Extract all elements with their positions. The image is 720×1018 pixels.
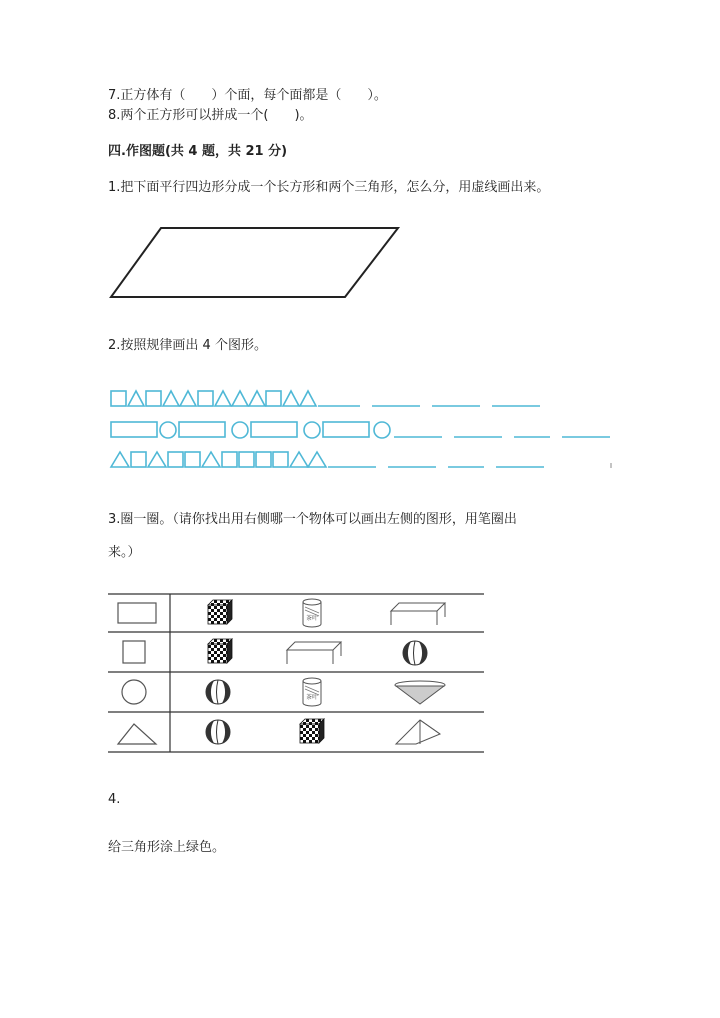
box-icon bbox=[287, 642, 341, 664]
ball-icon bbox=[206, 720, 230, 744]
ball-icon bbox=[206, 680, 230, 704]
ball-icon bbox=[403, 641, 427, 665]
question-7: 7.正方体有（ ）个面，每个面都是（ ）。 bbox=[108, 88, 387, 103]
section-title: 四.作图题(共 4 题，共 21 分) bbox=[108, 144, 288, 159]
tea-can-label: 茶叶 bbox=[306, 694, 319, 701]
cone-icon bbox=[395, 681, 445, 704]
tea-can-label: 茶叶 bbox=[306, 615, 319, 622]
target-triangle bbox=[118, 724, 156, 744]
cube-icon bbox=[300, 719, 324, 743]
target-rectangle bbox=[118, 603, 156, 623]
drawing-question-3-line1: 3.圈一圈。（请你找出用右侧哪一个物体可以画出左侧的图形，用笔圈出 bbox=[108, 512, 517, 527]
box-icon bbox=[391, 603, 445, 625]
drawing-question-1: 1.把下面平行四边形分成一个长方形和两个三角形，怎么分，用虚线画出来。 bbox=[108, 180, 550, 195]
tea-can-icon bbox=[303, 599, 321, 627]
target-circle bbox=[122, 680, 146, 704]
tea-can-icon bbox=[303, 678, 321, 706]
question-8: 8.两个正方形可以拼成一个( )。 bbox=[108, 108, 313, 123]
drawing-question-2: 2.按照规律画出 4 个图形。 bbox=[108, 338, 267, 353]
cube-icon bbox=[208, 639, 232, 663]
target-square bbox=[123, 641, 145, 663]
drawing-question-4-text: 给三角形涂上绿色。 bbox=[108, 840, 226, 855]
drawing-question-3-line2: 来。） bbox=[108, 545, 141, 560]
cube-icon bbox=[208, 600, 232, 624]
triangular-prism-icon bbox=[396, 720, 440, 744]
drawing-question-4-number: 4. bbox=[108, 792, 121, 807]
